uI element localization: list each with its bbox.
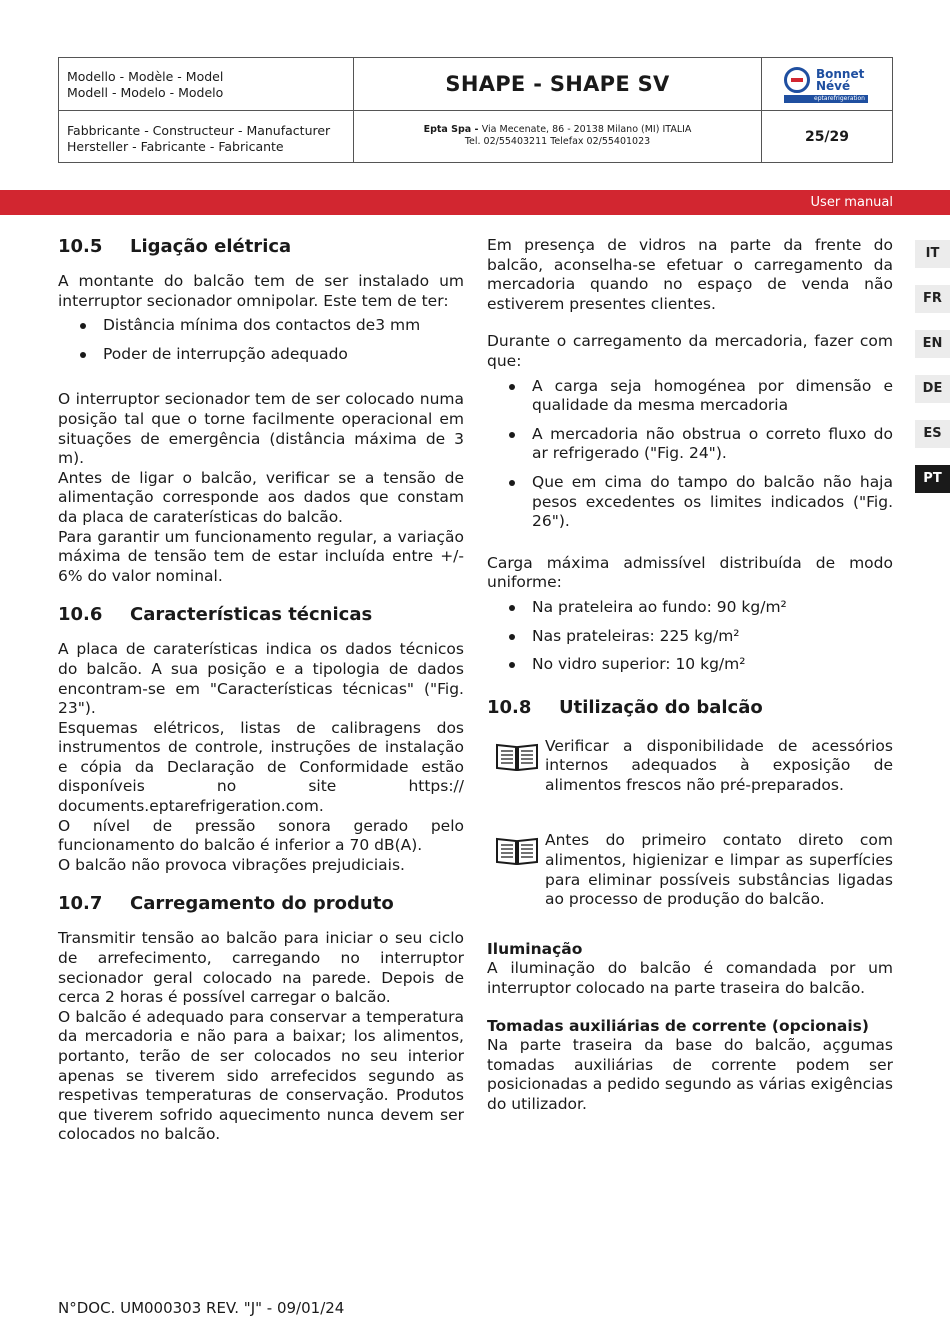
logo-text-neve: Névé xyxy=(816,79,851,93)
list-item: A carga seja homogénea por dimensão e qualidade da mesma mercadoria xyxy=(509,377,893,416)
list-item: Que em cima do tampo do balcão não haja pesos excedentes os limites indicados ("Fig. 26"). xyxy=(509,473,893,532)
list-item: Na prateleira ao fundo: 90 kg/m² xyxy=(509,598,893,618)
lang-tab-es[interactable]: ES xyxy=(915,420,950,448)
manufacturer-label-line-1: Fabbricante - Constructeur - Manufacturer xyxy=(67,123,331,138)
banner-label: User manual xyxy=(810,195,893,210)
lang-tab-de[interactable]: DE xyxy=(915,375,950,403)
paragraph: O balcão é adequado para conservar a temperatura da mercadoria e não para a baixar; los alimentos, portanto, terão de ser colocados no seu interior apenas se tiverem sido arrefecidos segundo as respetivas temperaturas de conservação. Produtos que tiverem sofrido aquecimento nunca devem ser colocados no balcão. xyxy=(58,1007,464,1144)
document-header xyxy=(58,57,893,163)
load-list xyxy=(487,598,893,675)
brand-logo xyxy=(762,58,893,111)
list-item: Poder de interrupção adequado xyxy=(80,345,464,365)
paragraph: Transmitir tensão ao balcão para iniciar o seu ciclo de arrefecimento, carregando no interruptor secionador geral colocado na parede. Depois de cerca 2 horas é possível carregar o balcão. xyxy=(58,929,464,1007)
paragraph: O balcão não provoca vibrações prejudiciais. xyxy=(58,855,405,874)
section-10-7-heading: 10.7 Carregamento do produto xyxy=(58,893,394,915)
model-label-line-2: Modell - Modelo - Modelo xyxy=(67,85,224,100)
section-banner xyxy=(0,190,950,215)
paragraph: Em presença de vidros na parte da frente do balcão, aconselha-se efetuar o carregamento da mercadoria quando no espaço de venda não estiverem presentes clientes. xyxy=(487,236,893,313)
paragraph: A iluminação do balcão é comandada por um interruptor colocado na parte traseira do balcão. xyxy=(487,959,893,998)
page-number: 25/29 xyxy=(762,111,893,163)
paragraph: Para garantir um funcionamento regular, a variação máxima de tensão tem de estar incluída entre +/- 6% do valor nominal. xyxy=(58,527,464,585)
paragraph: O interruptor secionador tem de ser colocado numa posição tal que o torne facilmente operacional em situações de emergência (distância máxima de 3 m). xyxy=(58,390,464,468)
paragraph: A montante do balcão tem de ser instalado um interruptor secionador omnipolar. Este tem de ter: xyxy=(58,272,464,310)
paragraph: O nível de pressão sonora gerado pelo funcionamento do balcão é inferior a 70 dB(A). xyxy=(58,816,464,855)
paragraph: Na parte traseira da base do balcão, açgumas tomadas auxiliárias de corrente podem ser posicionadas a pedido segundo as várias exigências do utilizador. xyxy=(487,1036,893,1113)
model-label xyxy=(59,58,354,111)
manual-note xyxy=(487,737,893,796)
sockets-heading: Tomadas auxiliárias de corrente (opcionais) xyxy=(487,1016,869,1035)
lang-tab-en[interactable]: EN xyxy=(915,330,950,358)
document-number: N°DOC. UM000303 REV. "J" - 09/01/24 xyxy=(58,1299,345,1317)
paragraph: Carga máxima admissível distribuída de modo uniforme: xyxy=(487,553,893,592)
list-item: Distância mínima dos contactos de3 mm xyxy=(80,316,464,336)
company-address: Via Mecenate, 86 - 20138 Milano (MI) ITALIA xyxy=(481,124,692,135)
bullet-list xyxy=(58,316,464,364)
right-column xyxy=(487,236,893,1115)
paragraph: Antes de ligar o balcão, verificar se a tensão de alimentação corresponde aos dados que constam da placa de caraterísticas do balcão. xyxy=(58,468,464,526)
paragraph: Durante o carregamento da mercadoria, fazer com que: xyxy=(487,332,893,370)
section-10-6-heading: 10.6 Características técnicas xyxy=(58,604,373,626)
manufacturer-label xyxy=(59,111,354,163)
section-10-5-heading: 10.5 Ligação elétrica xyxy=(58,236,292,257)
list-item: A mercadoria não obstrua o correto fluxo do ar refrigerado ("Fig. 24"). xyxy=(509,425,893,464)
lang-tab-pt[interactable]: PT xyxy=(915,465,950,493)
lighting-heading: Iluminação xyxy=(487,939,583,958)
bullet-list xyxy=(487,377,893,532)
logo-tag: eptarefrigeration xyxy=(784,95,868,103)
company-phone: Tel. 02/55403211 Telefax 02/55401023 xyxy=(464,136,651,147)
company-name: Epta Spa - xyxy=(423,124,482,135)
list-item: Nas prateleiras: 225 kg/m² xyxy=(509,627,893,647)
paragraph: A placa de caraterísticas indica os dados técnicos do balcão. A sua posição e a tipologia de dados encontram-se em "Características técnicas" ("Fig. 23"). xyxy=(58,640,464,718)
lang-tab-fr[interactable]: FR xyxy=(915,285,950,313)
manufacturer-label-line-2: Hersteller - Fabricante - Fabricante xyxy=(67,139,284,154)
open-book-icon xyxy=(495,741,539,771)
note-text: Verificar a disponibilidade de acessórios internos adequados à exposição de alimentos frescos não pré-preparados. xyxy=(545,736,893,794)
open-book-icon xyxy=(495,835,539,865)
paragraph: Esquemas elétricos, listas de calibragens dos instrumentos de controle, instruções de instalação e cópia da Declaração de Conformidade estão disponíveis no site https:// documents.eptarefrigeration.com. xyxy=(58,718,464,816)
euro-logo-icon xyxy=(784,67,810,93)
logo-text-bonnet: Bonnet xyxy=(816,67,865,81)
lang-tab-it[interactable]: IT xyxy=(915,240,950,268)
model-label-line-1: Modello - Modèle - Model xyxy=(67,69,224,84)
manual-note xyxy=(487,831,893,909)
manufacturer-info xyxy=(354,111,762,163)
note-text: Antes do primeiro contato direto com alimentos, higienizar e limpar as superfícies para eliminar possíveis substâncias ligadas ao processo de produção do balcão. xyxy=(545,831,893,909)
list-item: No vidro superior: 10 kg/m² xyxy=(509,655,893,675)
left-column xyxy=(58,236,464,1145)
section-10-8-heading: 10.8 Utilização do balcão xyxy=(487,696,763,718)
model-value: SHAPE - SHAPE SV xyxy=(354,58,762,111)
